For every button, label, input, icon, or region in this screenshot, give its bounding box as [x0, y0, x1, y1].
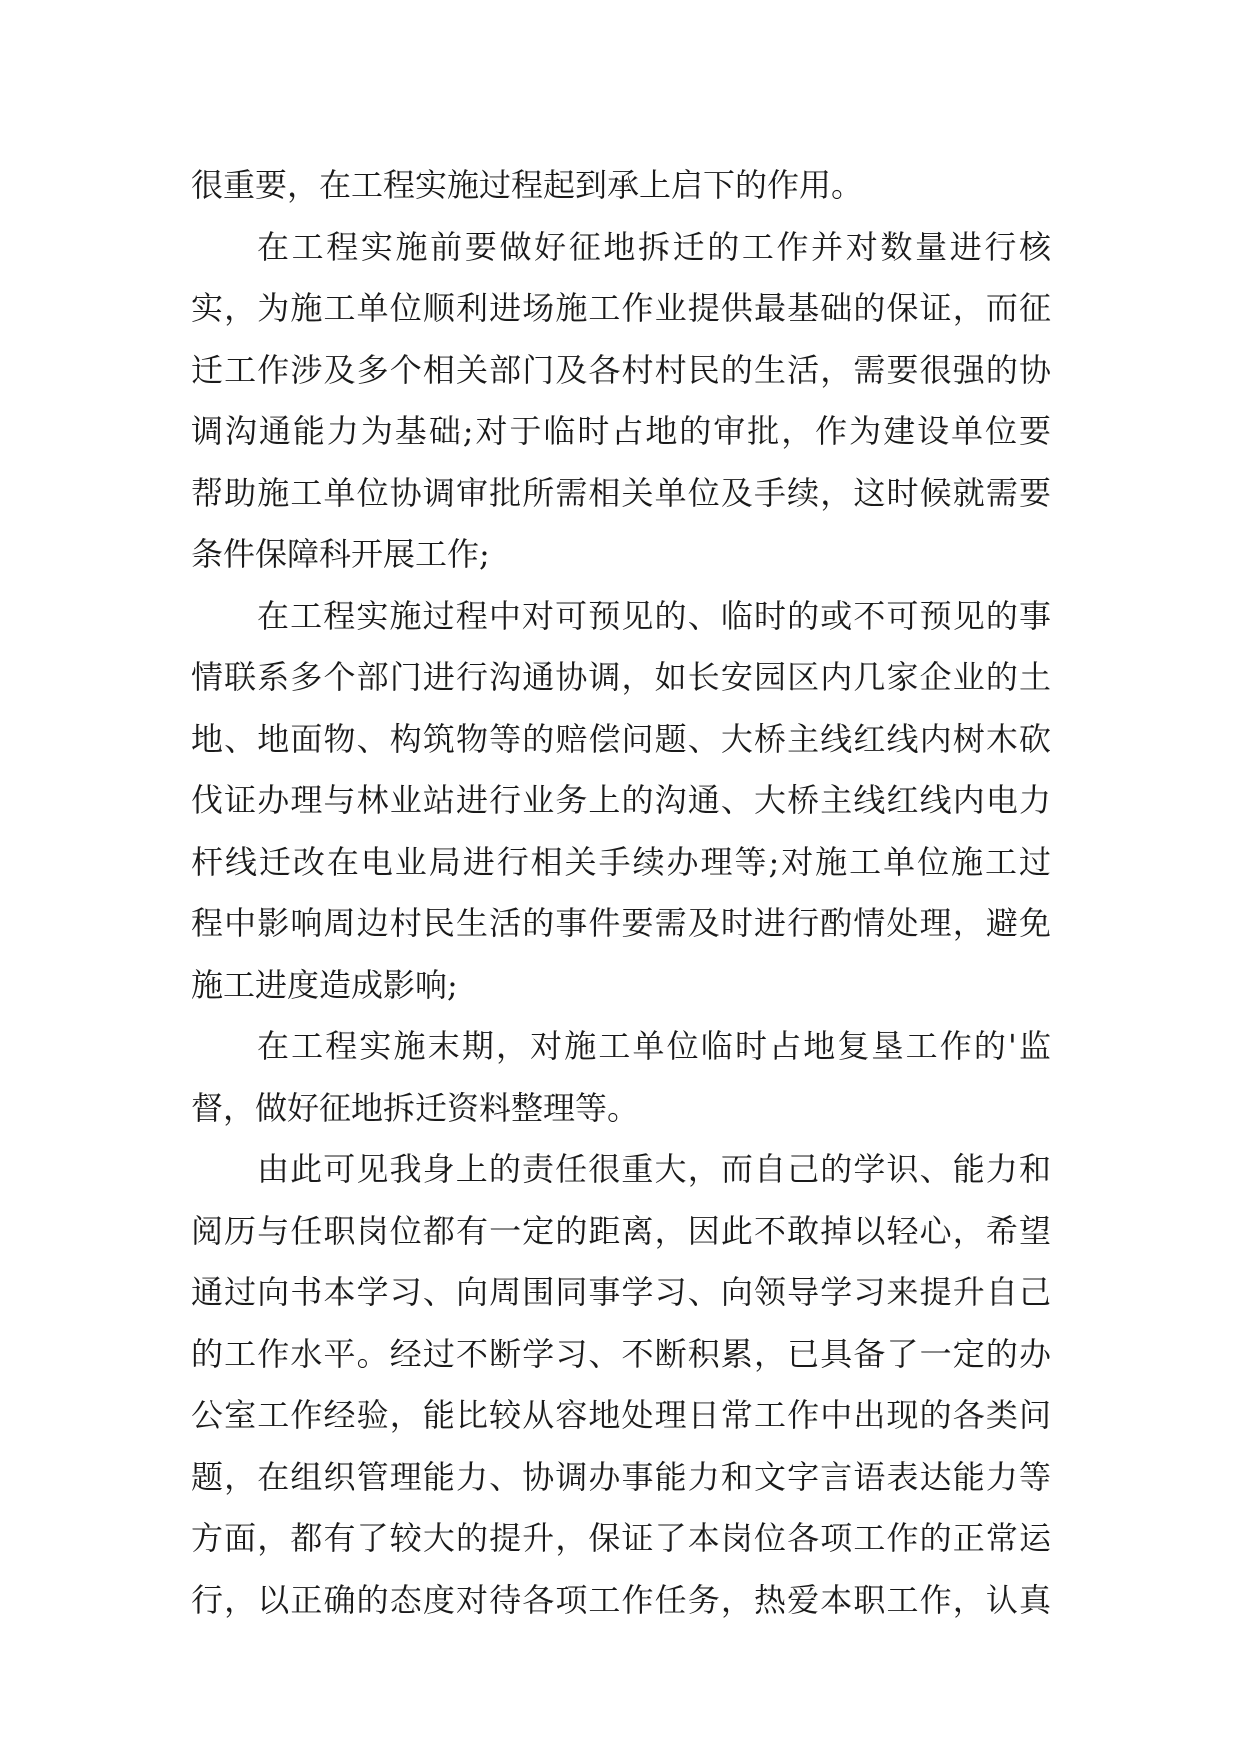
text-line: 迁工作涉及多个相关部门及各村村民的生活，需要很强的协	[191, 350, 1051, 389]
text-line: 实，为施工单位顺利进场施工作业提供最基础的保证，而征	[191, 289, 1051, 327]
text-line: 杆线迁改在电业局进行相关手续办理等;对施工单位施工过	[191, 842, 1051, 881]
text-line: 条件保障科开展工作;	[191, 535, 490, 573]
text-line: 阅历与任职岗位都有一定的距离，因此不敢掉以轻心，希望	[191, 1211, 1051, 1250]
text-line: 题，在组织管理能力、协调办事能力和文字言语表达能力等	[191, 1457, 1051, 1496]
body-text	[191, 155, 1051, 1631]
paragraph-first-line: 在工程实施过程中对可预见的、临时的或不可预见的事	[257, 596, 1051, 635]
paragraph-first-line: 在工程实施末期，对施工单位临时占地复垦工作的'监	[257, 1027, 1051, 1065]
text-line: 的工作水平。经过不断学习、不断积累，已具备了一定的办	[191, 1334, 1051, 1373]
text-line: 公室工作经验，能比较从容地处理日常工作中出现的各类问	[191, 1396, 1051, 1434]
text-line: 帮助施工单位协调审批所需相关单位及手续，这时候就需要	[191, 473, 1051, 512]
text-line: 通过向书本学习、向周围同事学习、向领导学习来提升自己	[191, 1273, 1051, 1311]
text-line: 情联系多个部门进行沟通协调，如长安园区内几家企业的土	[191, 658, 1051, 696]
text-line: 施工进度造成影响;	[191, 965, 458, 1004]
text-line: 程中影响周边村民生活的事件要需及时进行酌情处理，避免	[191, 904, 1051, 942]
paragraph-first-line: 由此可见我身上的责任很重大，而自己的学识、能力和	[257, 1150, 1051, 1188]
text-line: 很重要，在工程实施过程起到承上启下的作用。	[191, 166, 864, 204]
paragraph-first-line: 在工程实施前要做好征地拆迁的工作并对数量进行核	[257, 227, 1051, 266]
text-line: 调沟通能力为基础;对于临时占地的审批，作为建设单位要	[191, 412, 1051, 450]
text-line: 伐证办理与林业站进行业务上的沟通、大桥主线红线内电力	[191, 781, 1051, 819]
text-line: 方面，都有了较大的提升，保证了本岗位各项工作的正常运	[191, 1519, 1051, 1557]
text-line: 地、地面物、构筑物等的赔偿问题、大桥主线红线内树木砍	[191, 719, 1051, 758]
text-line: 行，以正确的态度对待各项工作任务，热爱本职工作，认真	[191, 1580, 1051, 1619]
text-line: 督，做好征地拆迁资料整理等。	[191, 1088, 640, 1127]
